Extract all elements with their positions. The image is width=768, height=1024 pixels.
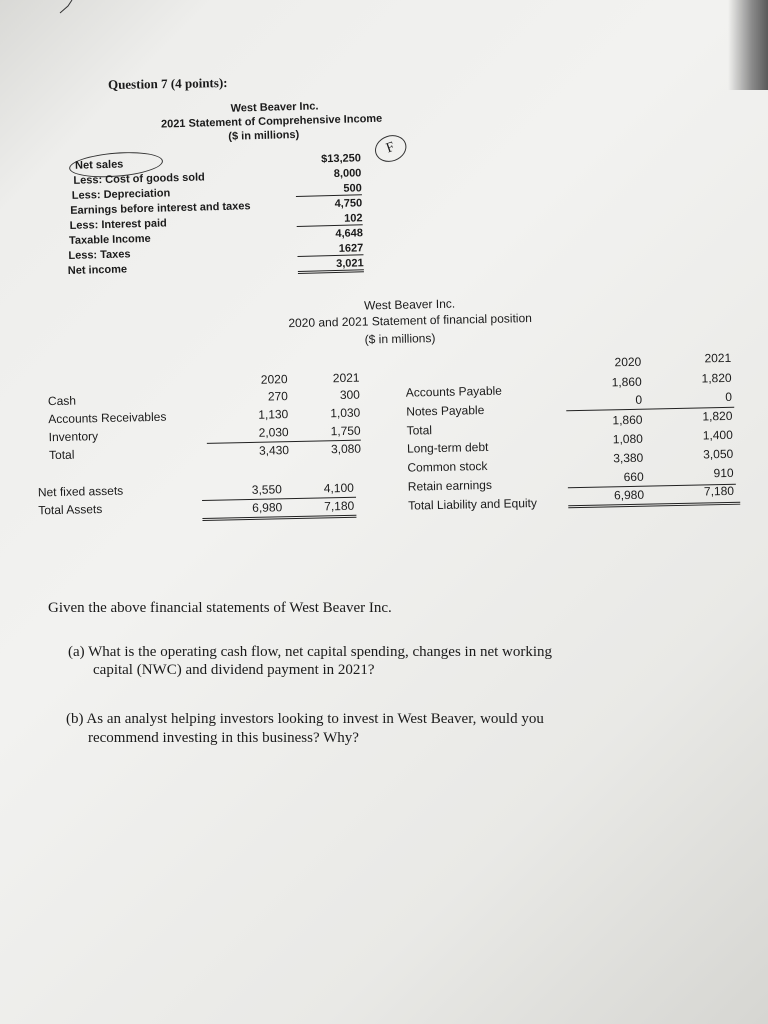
liability-value-2020: 660 [623,469,644,485]
income-row-label: Net income [67,263,128,278]
liability-label: Retain earnings [407,477,493,494]
asset-value-2020: 1,130 [258,407,289,422]
income-row-label: Less: Depreciation [71,187,171,202]
income-company-name: West Beaver Inc. [230,100,319,115]
assets-double-rule [202,515,356,521]
income-row-label: Less: Taxes [68,248,131,262]
asset-label: Inventory [48,429,99,445]
asset-value-2020: 270 [267,389,289,404]
asset-value-2021: 4,100 [323,480,354,496]
asset-value-2020: 3,550 [251,482,282,497]
liability-value-2021: 1,400 [702,427,733,443]
liability-value-2020: 1,860 [612,412,643,428]
liability-value-2020: 3,380 [613,450,644,466]
income-row-value: 1627 [297,242,363,257]
liability-value-2020: 1,080 [612,431,644,447]
income-row-label: Less: Cost of goods sold [73,171,205,187]
asset-label: Cash [47,393,77,409]
liability-value-2020: 1,860 [611,374,642,390]
liability-label: Notes Payable [406,403,485,419]
income-statement [0,0,768,296]
balance-title: 2020 and 2021 Statement of financial position [288,311,532,331]
income-row-value: 4,750 [334,197,363,210]
liability-value-2020: 0 [635,392,643,407]
question-a-line2: capital (NWC) and dividend payment in 2021? [93,662,375,678]
balance-units: ($ in millions) [364,331,436,347]
income-row-value: 102 [296,212,362,227]
asset-value-2020: 6,980 [252,500,283,515]
asset-value-2020: 2,030 [258,425,289,440]
question-b-line1: (b) As an analyst helping investors looking to invest in West Beaver, would you [66,711,544,727]
handwritten-annotation: F [371,131,410,166]
asset-value-2020: 3,430 [258,443,290,458]
question-b-line2: recommend investing in this business? Why? [88,730,359,746]
liability-value-2021: 7,180 [703,483,735,499]
balance-sheet [0,272,768,538]
liab-header-2021: 2021 [704,350,732,366]
liability-label: Total [406,423,433,438]
asset-value-2021: 3,080 [330,441,362,457]
income-units: ($ in millions) [228,128,300,143]
asset-label: Total Assets [38,502,103,518]
assets-header-2020: 2020 [260,372,288,387]
liability-value-2021: 1,820 [702,408,733,424]
liability-value-2021: 3,050 [703,446,734,462]
income-title: 2021 Statement of Comprehensive Income [160,112,383,131]
income-row-value: 500 [296,182,362,197]
balance-company-name: West Beaver Inc. [363,296,456,313]
income-row-label: Earnings before interest and taxes [70,200,251,217]
question-header: Question 7 (4 points): [107,74,228,93]
liability-value-2021: 0 [725,389,733,404]
liability-label: Long-term debt [406,439,489,456]
income-row-label: Less: Interest paid [69,217,167,232]
income-row-value: $13,250 [321,152,362,166]
income-row-value: 3,021 [298,257,364,274]
asset-label: Net fixed assets [37,483,124,500]
income-row-value: 8,000 [333,167,362,181]
liability-label: Common stock [407,458,488,475]
liability-value-2021: 1,820 [701,370,732,386]
asset-value-2021: 1,750 [330,423,361,439]
assets-header-2021: 2021 [332,370,360,386]
liability-value-2021: 910 [713,465,734,481]
liab-header-2020: 2020 [614,354,642,370]
question-a-line1: (a) What is the operating cash flow, net capital spending, changes in net working [68,644,553,660]
asset-label: Total [48,447,75,463]
asset-label: Accounts Receivables [48,409,167,427]
liability-value-2020: 6,980 [613,487,645,503]
liability-label: Accounts Payable [405,383,503,400]
income-row-label: Taxable Income [68,232,151,247]
asset-value-2021: 7,180 [324,498,355,514]
asset-value-2021: 1,030 [330,405,361,421]
income-row-label: Net sales [74,158,124,172]
liability-label: Total Liability and Equity [408,495,538,513]
income-row-value: 4,648 [335,227,364,240]
question-intro: Given the above financial statements of West Beaver Inc. [48,600,392,616]
asset-value-2021: 300 [339,387,361,403]
